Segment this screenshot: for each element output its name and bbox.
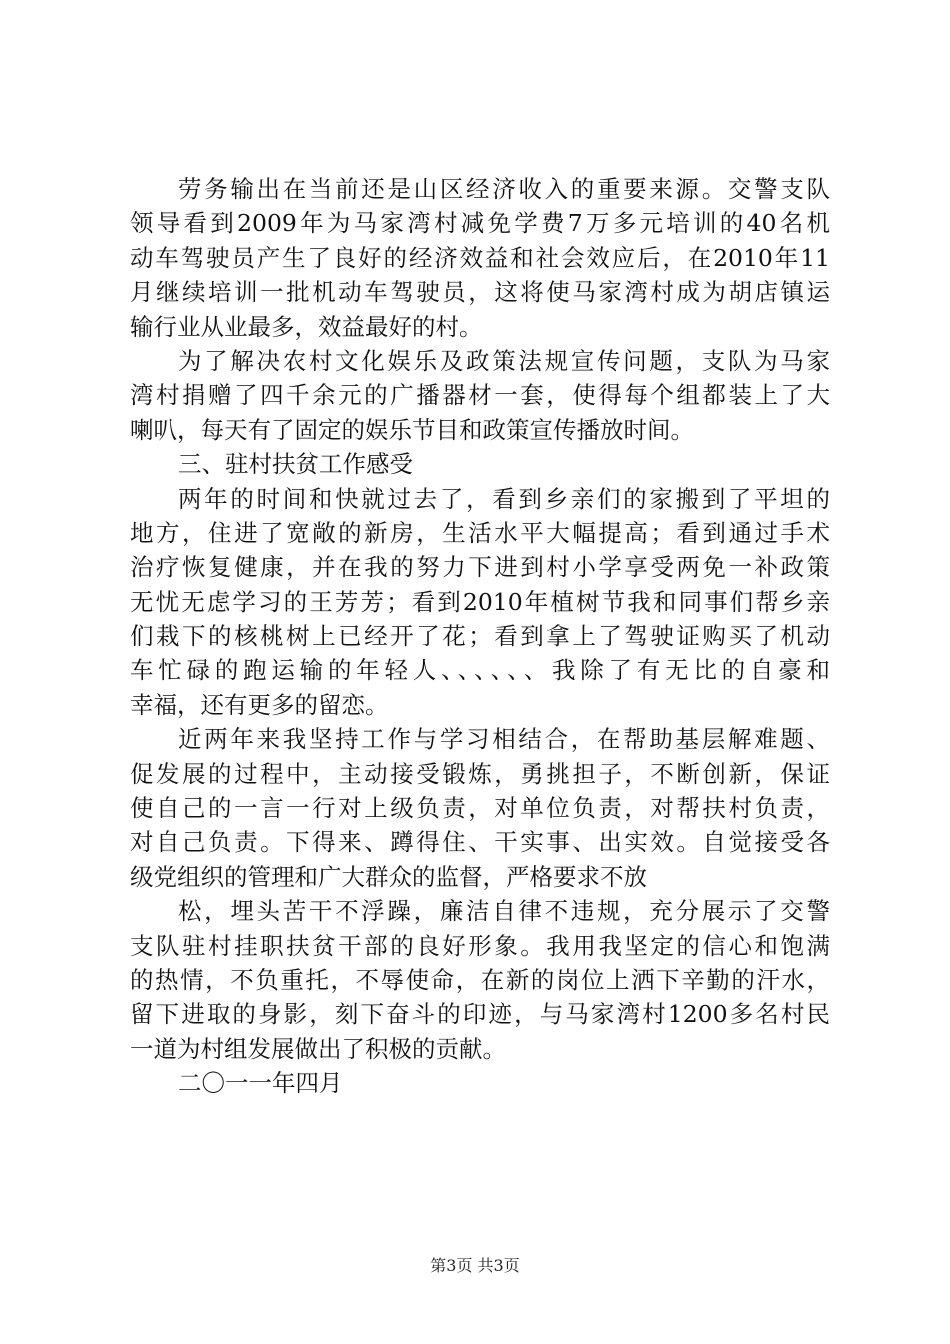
page-footer: 第3页 共3页	[430, 1256, 520, 1275]
text-line: 级党组织的管理和广大群众的监督，严格要求不放	[130, 862, 647, 891]
text-line: 输行业从业最多，效益最好的村。	[130, 312, 483, 341]
document-body	[130, 172, 830, 1101]
text-line: 领导看到2009年为马家湾村减免学费7万多元培训的40名机	[130, 209, 830, 238]
text-line: 劳务输出在当前还是山区经济收入的重要来源。交警支队	[178, 175, 830, 203]
text-line: 治疗恢复健康，并在我的努力下进到村小学享受两免一补政策	[130, 553, 830, 582]
text-line: 两年的时间和快就过去了，看到乡亲们的家搬到了平坦的	[178, 484, 830, 513]
text-line: 无忧无虑学习的王芳芳；看到2010年植树节我和同事们帮乡亲	[130, 587, 830, 616]
text-line: 促发展的过程中，主动接受锻炼，勇挑担子，不断创新，保证	[130, 759, 830, 788]
text-line: 月继续培训一批机动车驾驶员，这将使马家湾村成为胡店镇运	[130, 278, 830, 307]
text-line: 湾村捐赠了四千余元的广播器材一套，使得每个组都装上了大	[130, 381, 830, 410]
text-line: 幸福，还有更多的留恋。	[130, 690, 389, 719]
text-line: 支队驻村挂职扶贫干部的良好形象。我用我坚定的信心和饱满	[130, 931, 830, 960]
text-line: 近两年来我坚持工作与学习相结合，在帮助基层解难题、	[178, 725, 830, 754]
text-line: 车忙碌的跑运输的年轻人、、、、、、我除了有无比的自豪和	[130, 656, 830, 685]
text-line: 松，埋头苦干不浮躁，廉洁自律不违规，充分展示了交警	[178, 897, 830, 926]
text-line: 的热情，不负重托，不辱使命，在新的岗位上洒下辛勤的汗水，	[130, 965, 830, 994]
text-line: 为了解决农村文化娱乐及政策法规宣传问题，支队为马家	[178, 346, 830, 375]
text-line: 一道为村组发展做出了积极的贡献。	[130, 1034, 506, 1063]
text-line: 对自己负责。下得来、蹲得住、干实事、出实效。自觉接受各	[130, 828, 830, 857]
text-line: 喇叭，每天有了固定的娱乐节目和政策宣传播放时间。	[130, 415, 694, 444]
text-line: 地方，住进了宽敞的新房，生活水平大幅提高；看到通过手术	[130, 518, 830, 547]
text-line: 留下进取的身影，刻下奋斗的印迹，与马家湾村1200多名村民	[130, 1000, 830, 1029]
text-line: 二〇一一年四月	[178, 1069, 343, 1098]
text-line: 使自己的一言一行对上级负责，对单位负责，对帮扶村负责，	[130, 794, 830, 823]
text-line: 们栽下的核桃树上已经开了花；看到拿上了驾驶证购买了机动	[130, 622, 830, 651]
text-line: 动车驾驶员产生了良好的经济效益和社会效应后，在2010年11	[130, 243, 830, 272]
text-line: 三、驻村扶贫工作感受	[178, 450, 413, 479]
